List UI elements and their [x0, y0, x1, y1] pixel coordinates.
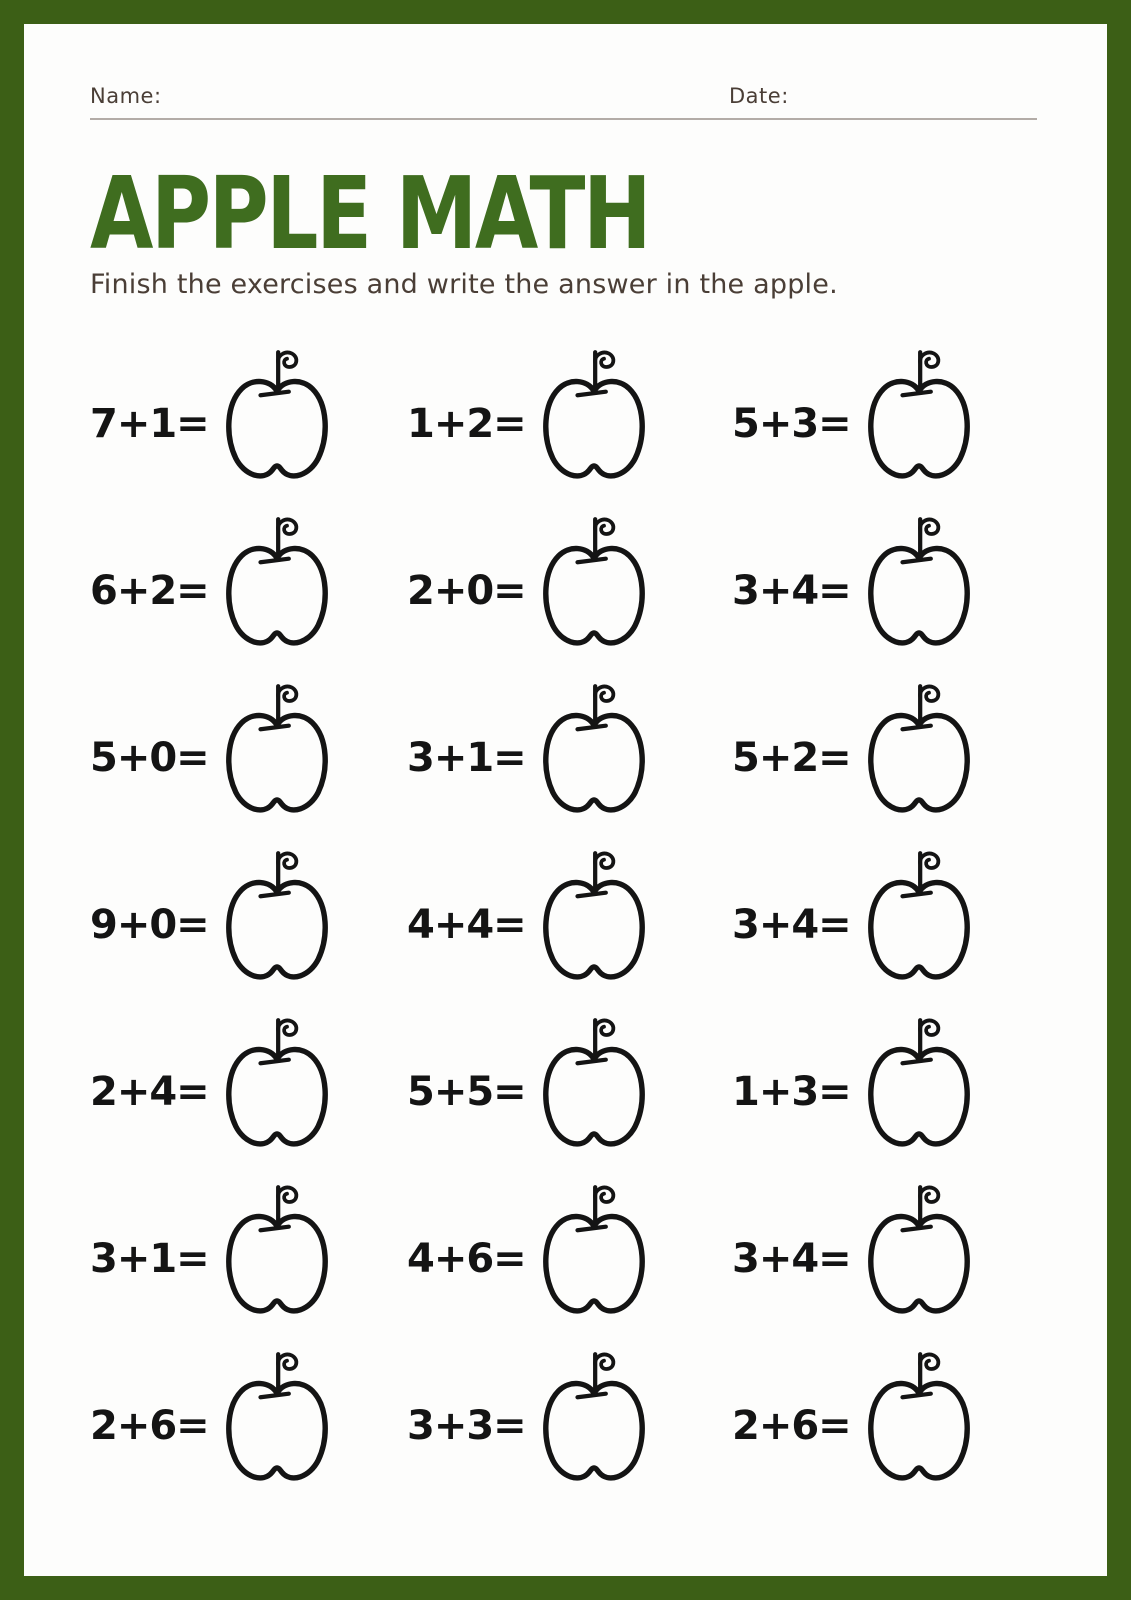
apple-stem-dash — [578, 893, 606, 897]
apple-body — [229, 1383, 325, 1477]
problem-expression: 3+4= — [732, 901, 851, 948]
apple-body — [229, 1216, 325, 1310]
apple-answer-icon[interactable] — [218, 678, 336, 817]
problem-expression: 2+6= — [732, 1402, 851, 1449]
apple-leaf-loop — [920, 353, 938, 367]
apple-answer-icon[interactable] — [218, 845, 336, 984]
problem-cell — [732, 330, 1037, 497]
apple-answer-icon[interactable] — [860, 344, 978, 483]
problem-cell — [732, 1165, 1037, 1332]
problem-expression: 3+1= — [90, 1235, 209, 1282]
problem-expression: 2+0= — [407, 567, 526, 614]
problem-expression: 2+6= — [90, 1402, 209, 1449]
apple-body — [229, 715, 325, 809]
problem-cell — [407, 330, 732, 497]
apple-body — [871, 882, 967, 976]
apple-leaf-loop — [278, 520, 296, 534]
apple-body — [871, 548, 967, 642]
apple-body — [871, 1049, 967, 1143]
apple-answer-icon[interactable] — [860, 845, 978, 984]
apple-leaf-loop — [920, 1355, 938, 1369]
problem-cell — [407, 664, 732, 831]
apple-stem-dash — [903, 559, 931, 563]
problem-cell — [90, 1332, 407, 1499]
apple-answer-icon[interactable] — [218, 344, 336, 483]
page-title: APPLE MATH — [90, 155, 650, 272]
problem-cell — [407, 1165, 732, 1332]
apple-body — [871, 715, 967, 809]
page-subtitle: Finish the exercises and write the answer in the apple. — [90, 269, 838, 300]
problem-cell — [407, 497, 732, 664]
apple-stem-dash — [578, 559, 606, 563]
apple-answer-icon[interactable] — [535, 1179, 653, 1318]
apple-leaf-loop — [595, 520, 613, 534]
apple-body — [546, 1216, 642, 1310]
problem-expression: 4+6= — [407, 1235, 526, 1282]
apple-leaf-loop — [278, 854, 296, 868]
apple-answer-icon[interactable] — [860, 1179, 978, 1318]
date-label: Date: — [729, 84, 789, 108]
problem-expression: 5+5= — [407, 1068, 526, 1115]
apple-body — [229, 882, 325, 976]
apple-answer-icon[interactable] — [218, 1179, 336, 1318]
apple-stem-dash — [261, 392, 289, 396]
apple-stem-dash — [903, 893, 931, 897]
problem-expression: 9+0= — [90, 901, 209, 948]
apple-stem-dash — [578, 1227, 606, 1231]
problem-expression: 5+3= — [732, 400, 851, 447]
apple-stem-dash — [261, 1227, 289, 1231]
problem-cell — [90, 1165, 407, 1332]
apple-body — [229, 381, 325, 475]
apple-leaf-loop — [920, 854, 938, 868]
apple-answer-icon[interactable] — [860, 511, 978, 650]
problem-expression: 4+4= — [407, 901, 526, 948]
problem-cell — [90, 664, 407, 831]
problem-cell — [732, 664, 1037, 831]
apple-leaf-loop — [595, 1021, 613, 1035]
apple-stem-dash — [578, 1394, 606, 1398]
apple-stem-dash — [261, 893, 289, 897]
name-label: Name: — [90, 84, 162, 108]
apple-answer-icon[interactable] — [535, 678, 653, 817]
apple-leaf-loop — [920, 520, 938, 534]
apple-leaf-loop — [595, 353, 613, 367]
apple-answer-icon[interactable] — [218, 1346, 336, 1485]
problem-expression: 5+2= — [732, 734, 851, 781]
apple-stem-dash — [261, 1060, 289, 1064]
apple-leaf-loop — [595, 1355, 613, 1369]
apple-body — [871, 381, 967, 475]
problem-cell — [732, 497, 1037, 664]
apple-answer-icon[interactable] — [218, 511, 336, 650]
problem-cell — [90, 831, 407, 998]
apple-answer-icon[interactable] — [535, 1346, 653, 1485]
apple-leaf-loop — [278, 353, 296, 367]
apple-stem-dash — [903, 1227, 931, 1231]
apple-leaf-loop — [595, 854, 613, 868]
problem-expression: 3+3= — [407, 1402, 526, 1449]
apple-answer-icon[interactable] — [218, 1012, 336, 1151]
apple-stem-dash — [903, 1394, 931, 1398]
apple-stem-dash — [903, 1060, 931, 1064]
apple-answer-icon[interactable] — [535, 511, 653, 650]
apple-body — [546, 715, 642, 809]
apple-stem-dash — [578, 1060, 606, 1064]
apple-body — [546, 882, 642, 976]
problem-expression: 3+4= — [732, 567, 851, 614]
apple-answer-icon[interactable] — [860, 1346, 978, 1485]
problem-expression: 6+2= — [90, 567, 209, 614]
apple-leaf-loop — [595, 687, 613, 701]
name-date-row — [90, 84, 1037, 120]
problem-cell — [407, 1332, 732, 1499]
apple-body — [546, 1049, 642, 1143]
apple-stem-dash — [261, 559, 289, 563]
problem-cell — [90, 497, 407, 664]
apple-body — [546, 548, 642, 642]
apple-stem-dash — [578, 392, 606, 396]
apple-leaf-loop — [920, 1021, 938, 1035]
apple-body — [871, 1383, 967, 1477]
problem-expression: 1+3= — [732, 1068, 851, 1115]
apple-leaf-loop — [278, 687, 296, 701]
apple-body — [546, 381, 642, 475]
apple-leaf-loop — [920, 1188, 938, 1202]
problem-cell — [407, 998, 732, 1165]
problem-cell — [732, 831, 1037, 998]
problem-cell — [407, 831, 732, 998]
apple-body — [229, 548, 325, 642]
apple-body — [871, 1216, 967, 1310]
apple-stem-dash — [903, 392, 931, 396]
apple-stem-dash — [578, 726, 606, 730]
problem-expression: 2+4= — [90, 1068, 209, 1115]
apple-answer-icon[interactable] — [860, 1012, 978, 1151]
problem-expression: 1+2= — [407, 400, 526, 447]
problem-cell — [732, 1332, 1037, 1499]
apple-leaf-loop — [278, 1021, 296, 1035]
apple-answer-icon[interactable] — [535, 1012, 653, 1151]
apple-stem-dash — [903, 726, 931, 730]
apple-leaf-loop — [278, 1355, 296, 1369]
apple-answer-icon[interactable] — [860, 678, 978, 817]
problem-expression: 3+4= — [732, 1235, 851, 1282]
apple-stem-dash — [261, 1394, 289, 1398]
apple-leaf-loop — [278, 1188, 296, 1202]
apple-leaf-loop — [595, 1188, 613, 1202]
problem-cell — [732, 998, 1037, 1165]
apple-stem-dash — [261, 726, 289, 730]
problem-cell — [90, 998, 407, 1165]
problem-cell — [90, 330, 407, 497]
apple-body — [546, 1383, 642, 1477]
apple-answer-icon[interactable] — [535, 845, 653, 984]
apple-answer-icon[interactable] — [535, 344, 653, 483]
problem-expression: 5+0= — [90, 734, 209, 781]
problems-grid — [90, 330, 1037, 1499]
problem-expression: 3+1= — [407, 734, 526, 781]
apple-body — [229, 1049, 325, 1143]
apple-leaf-loop — [920, 687, 938, 701]
problem-expression: 7+1= — [90, 400, 209, 447]
